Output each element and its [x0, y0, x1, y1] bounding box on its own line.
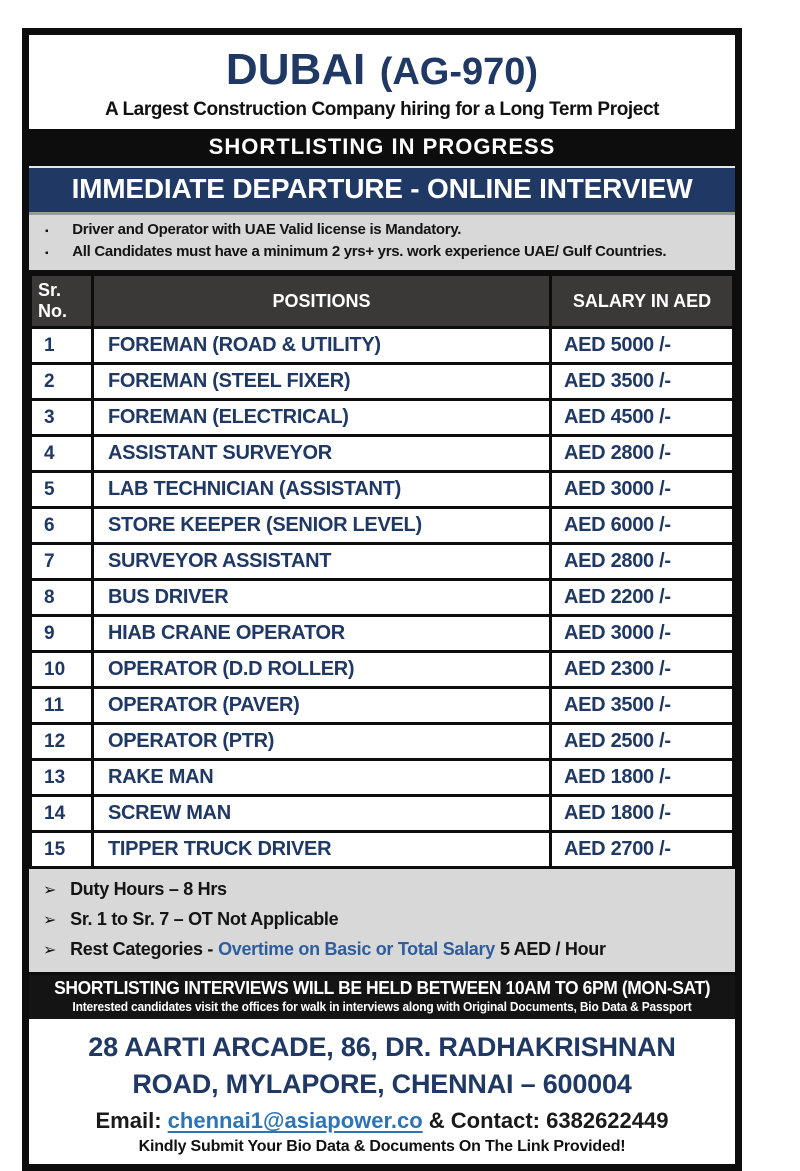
title-ref-code: (AG-970) [379, 51, 539, 93]
cell-salary: AED 2200 /- [551, 580, 734, 616]
table-row [31, 472, 734, 508]
table-row [31, 796, 734, 832]
cell-position: ASSISTANT SURVEYOR [93, 436, 551, 472]
cell-sr-no: 15 [31, 832, 93, 868]
table-row [31, 436, 734, 472]
table-row [31, 328, 734, 364]
cell-sr-no: 8 [31, 580, 93, 616]
requirement-text: All Candidates must have a minimum 2 yrs+ yrs. work experience UAE/ Gulf Countries. [72, 243, 667, 261]
shortlisting-banner: SHORTLISTING IN PROGRESS [29, 129, 735, 166]
table-row [31, 508, 734, 544]
interview-schedule-bar [29, 975, 735, 1019]
table-header-row [31, 275, 734, 328]
cell-sr-no: 4 [31, 436, 93, 472]
title-location: DUBAI [225, 45, 366, 94]
note-item [37, 875, 727, 905]
cell-position: FOREMAN (ELECTRICAL) [93, 400, 551, 436]
cell-sr-no: 7 [31, 544, 93, 580]
table-row [31, 544, 734, 580]
square-bullet-icon: ▪ [45, 226, 49, 238]
table-row [31, 652, 734, 688]
cell-position: OPERATOR (D.D ROLLER) [93, 652, 551, 688]
poster-header [29, 35, 735, 129]
cell-position: FOREMAN (ROAD & UTILITY) [93, 328, 551, 364]
interview-schedule-subtitle: Interested candidates visit the offices for walk in interviews along with Original Documents, Bio Data & Passport [72, 1000, 692, 1015]
cell-salary: AED 1800 /- [551, 796, 734, 832]
cell-position: OPERATOR (PAVER) [93, 688, 551, 724]
note-item [37, 905, 727, 935]
cell-salary: AED 2300 /- [551, 652, 734, 688]
cell-position: LAB TECHNICIAN (ASSISTANT) [93, 472, 551, 508]
phone-number: 6382622449 [546, 1108, 669, 1134]
note-item [37, 935, 727, 965]
note-text: Duty Hours – 8 Hrs [70, 879, 227, 900]
cell-position: HIAB CRANE OPERATOR [93, 616, 551, 652]
table-row [31, 364, 734, 400]
arrow-bullet-icon: ➢ [43, 942, 57, 960]
email-link[interactable]: chennai1@asiapower.co [167, 1108, 423, 1134]
cell-sr-no: 9 [31, 616, 93, 652]
cell-salary: AED 2500 /- [551, 724, 734, 760]
note-text: Rest Categories - [70, 939, 214, 960]
interview-schedule-title: SHORTLISTING INTERVIEWS WILL BE HELD BETWEEN 10AM TO 6PM (MON-SAT) [53, 978, 710, 999]
cell-position: SCREW MAN [93, 796, 551, 832]
cell-sr-no: 14 [31, 796, 93, 832]
table-row [31, 616, 734, 652]
cell-salary: AED 6000 /- [551, 508, 734, 544]
cell-salary: AED 2700 /- [551, 832, 734, 868]
cell-sr-no: 1 [31, 328, 93, 364]
cell-position: SURVEYOR ASSISTANT [93, 544, 551, 580]
column-header-salary: SALARY IN AED [551, 275, 734, 328]
arrow-bullet-icon: ➢ [43, 882, 57, 900]
cell-salary: AED 2800 /- [551, 544, 734, 580]
cell-sr-no: 6 [31, 508, 93, 544]
table-row [31, 724, 734, 760]
cell-sr-no: 10 [31, 652, 93, 688]
table-row [31, 832, 734, 868]
positions-table [29, 273, 735, 869]
page-title [35, 47, 729, 93]
table-row [31, 400, 734, 436]
submit-note: Kindly Submit Your Bio Data & Documents On The Link Provided! [138, 1138, 626, 1156]
cell-sr-no: 2 [31, 364, 93, 400]
note-text: 5 AED / Hour [499, 939, 606, 960]
cell-salary: AED 4500 /- [551, 400, 734, 436]
note-text-highlight: Overtime on Basic or Total Salary [218, 939, 495, 960]
table-row [31, 688, 734, 724]
poster-subtitle: A Largest Construction Company hiring for a Long Term Project [104, 99, 660, 121]
requirements-list [29, 215, 735, 273]
departure-banner: IMMEDIATE DEPARTURE - ONLINE INTERVIEW [29, 166, 735, 215]
address-line-2: ROAD, MYLAPORE, CHENNAI – 600004 [132, 1069, 632, 1100]
cell-sr-no: 13 [31, 760, 93, 796]
contact-label: & Contact: [428, 1108, 540, 1134]
cell-sr-no: 12 [31, 724, 93, 760]
column-header-sr-no: Sr. No. [31, 275, 93, 328]
square-bullet-icon: ▪ [45, 248, 49, 260]
notes-list [29, 869, 735, 975]
cell-sr-no: 3 [31, 400, 93, 436]
cell-sr-no: 5 [31, 472, 93, 508]
email-label: Email: [95, 1108, 162, 1134]
table-row [31, 580, 734, 616]
column-header-positions: POSITIONS [93, 275, 551, 328]
cell-position: FOREMAN (STEEL FIXER) [93, 364, 551, 400]
cell-salary: AED 3500 /- [551, 364, 734, 400]
email-contact-line [35, 1108, 729, 1134]
table-row [31, 760, 734, 796]
job-poster [22, 28, 742, 1171]
cell-position: RAKE MAN [93, 760, 551, 796]
cell-sr-no: 11 [31, 688, 93, 724]
requirement-item [37, 242, 727, 264]
requirement-text: Driver and Operator with UAE Valid license is Mandatory. [72, 221, 462, 239]
requirement-item [37, 220, 727, 242]
cell-salary: AED 2800 /- [551, 436, 734, 472]
contact-section [29, 1019, 735, 1164]
cell-salary: AED 3000 /- [551, 472, 734, 508]
cell-position: STORE KEEPER (SENIOR LEVEL) [93, 508, 551, 544]
cell-position: TIPPER TRUCK DRIVER [93, 832, 551, 868]
address-line-1: 28 AARTI ARCADE, 86, DR. RADHAKRISHNAN [88, 1032, 676, 1063]
cell-salary: AED 3500 /- [551, 688, 734, 724]
arrow-bullet-icon: ➢ [43, 912, 57, 930]
cell-position: OPERATOR (PTR) [93, 724, 551, 760]
cell-salary: AED 3000 /- [551, 616, 734, 652]
cell-position: BUS DRIVER [93, 580, 551, 616]
note-text: Sr. 1 to Sr. 7 – OT Not Applicable [70, 909, 339, 930]
cell-salary: AED 1800 /- [551, 760, 734, 796]
cell-salary: AED 5000 /- [551, 328, 734, 364]
